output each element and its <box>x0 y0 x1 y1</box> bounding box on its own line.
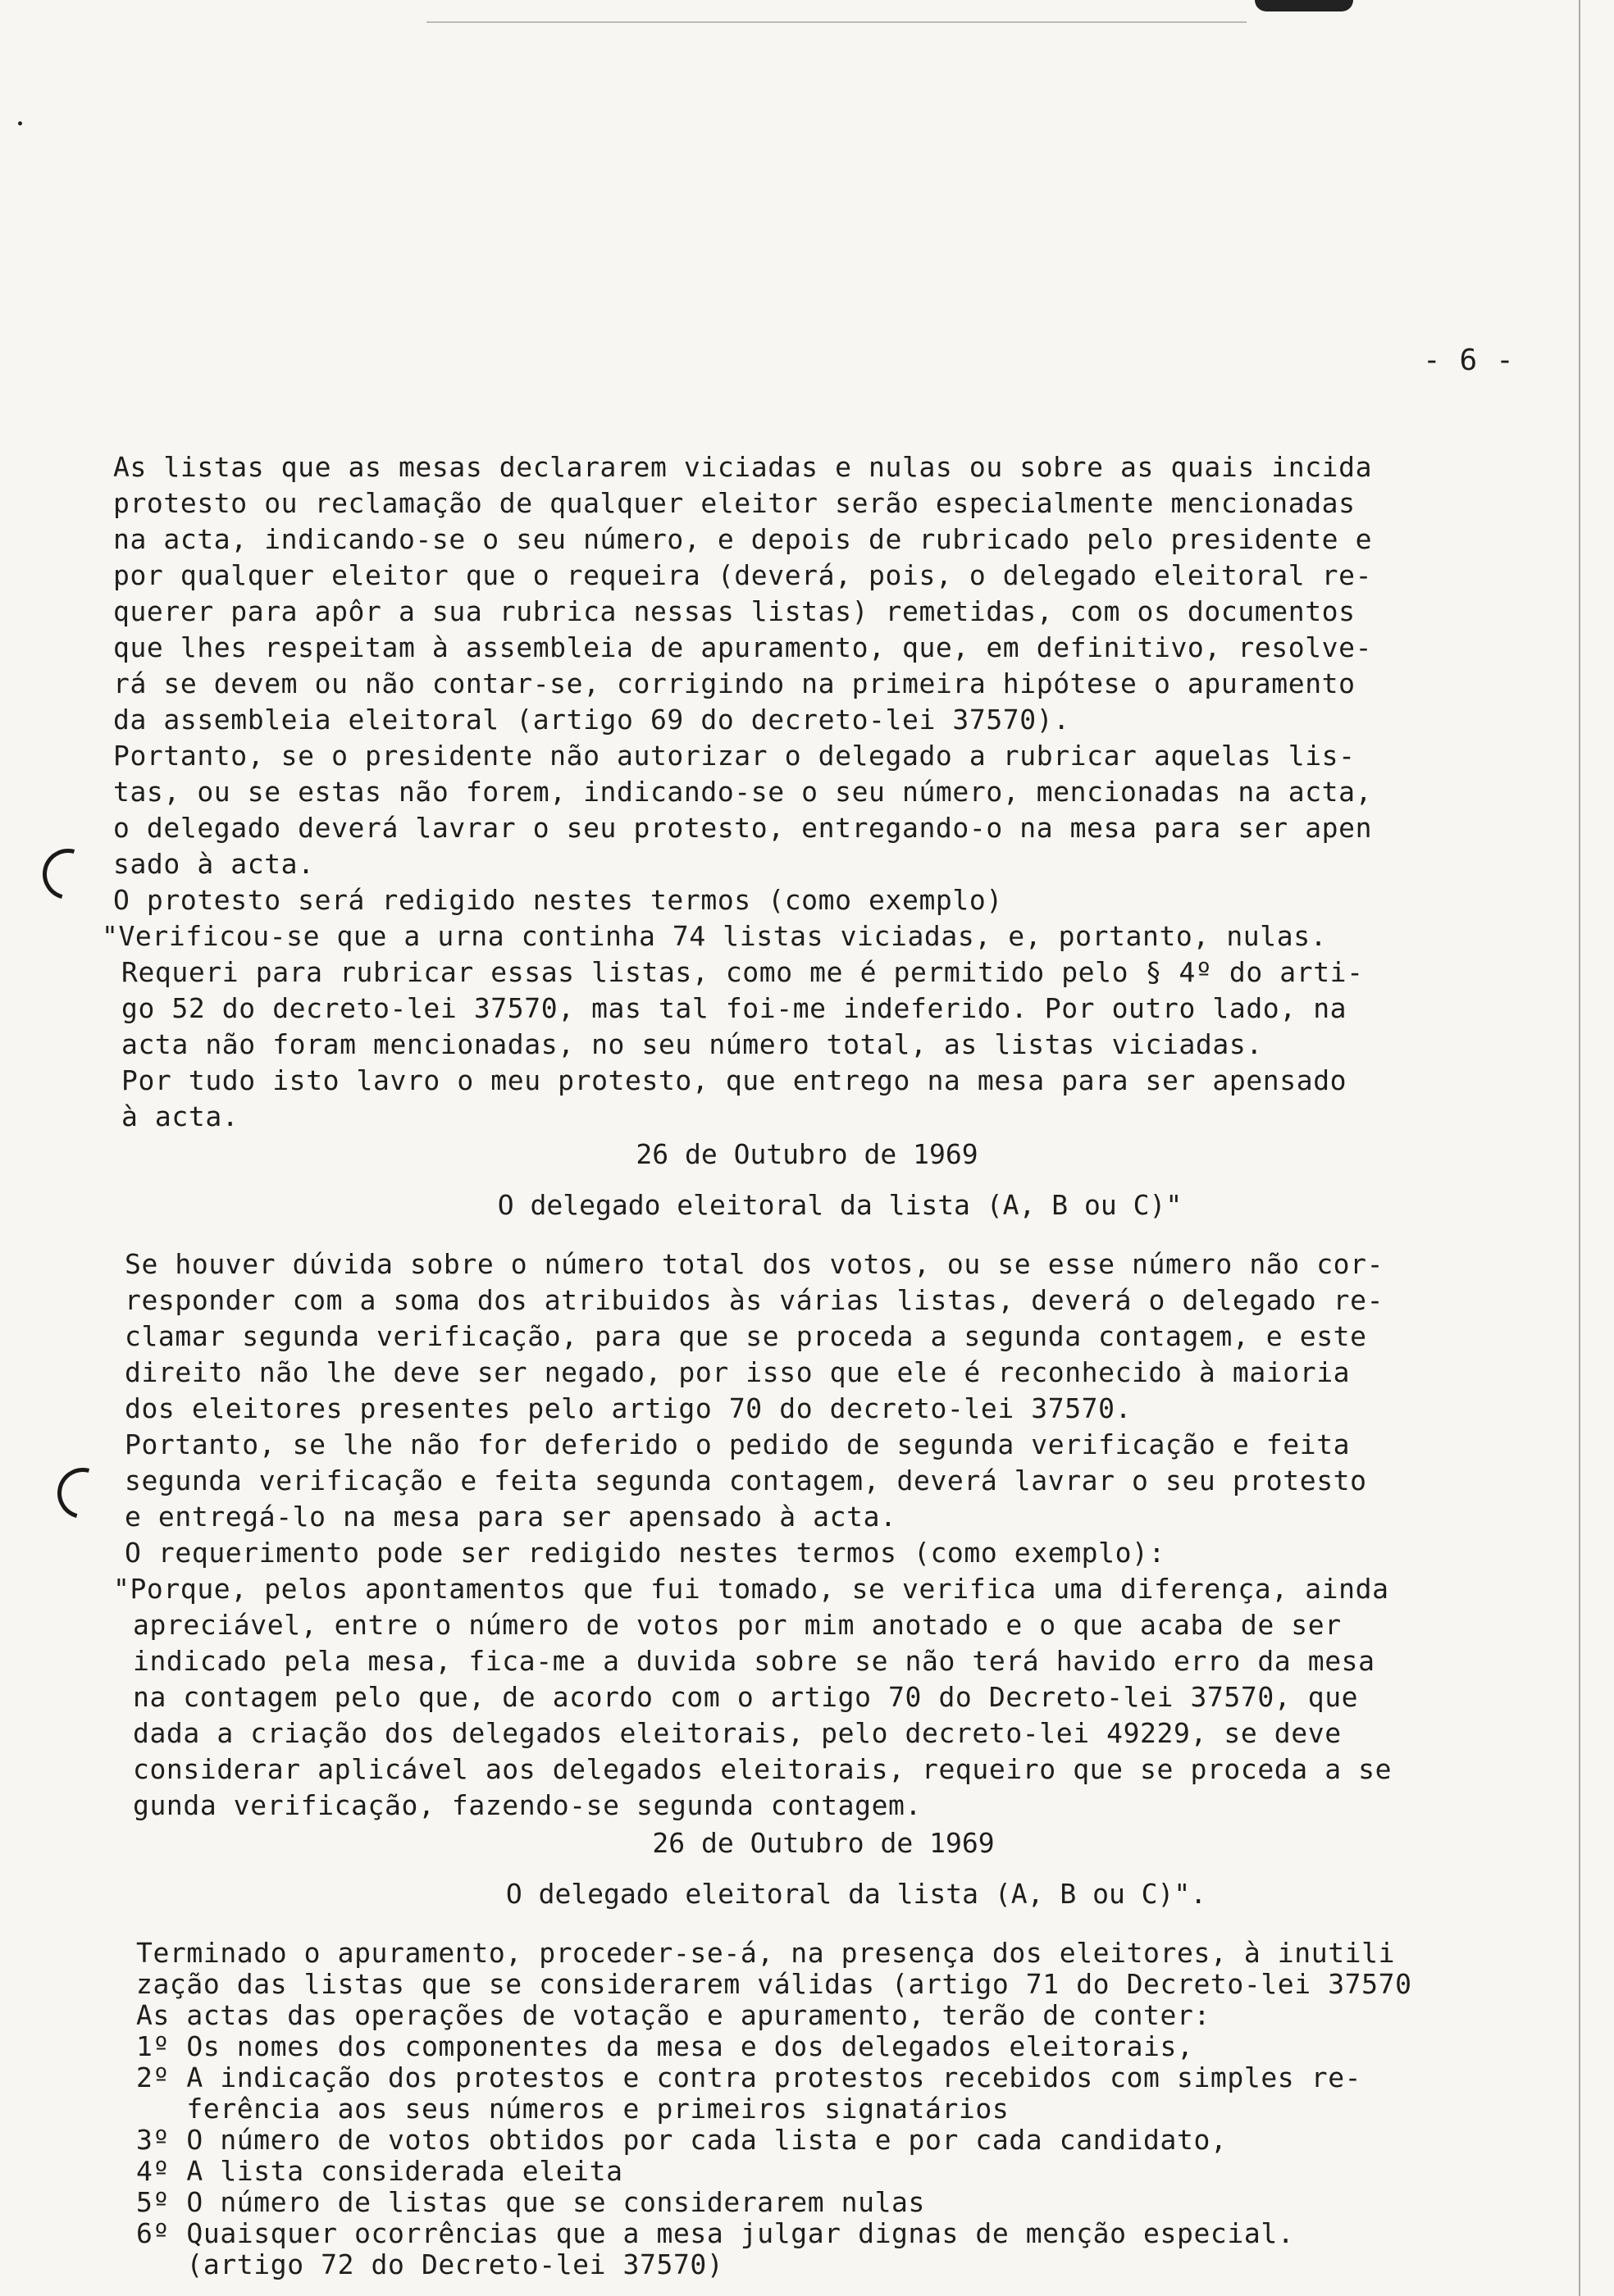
text-line: clamar segunda verificação, para que se proceda a segunda contagem, e este <box>125 1320 1367 1352</box>
text-line: rá se devem ou não contar-se, corrigindo na primeira hipótese o apuramento <box>113 667 1356 699</box>
text-line: que lhes respeitam à assembleia de apuramento, que, em definitivo, resolve- <box>113 631 1373 663</box>
text-line: Por tudo isto lavro o meu protesto, que entrego na mesa para ser apensado <box>121 1064 1347 1096</box>
text-line: direito não lhe deve ser negado, por isso que ele é reconhecido à maioria <box>125 1356 1351 1388</box>
text-line: 2º A indicação dos protestos e contra protestos recebidos com simples re- <box>136 2061 1362 2093</box>
text-line: dos eleitores presentes pelo artigo 70 do decreto-lei 37570. <box>125 1392 1133 1424</box>
text-line: responder com a soma dos atribuidos às várias listas, deverá o delegado re- <box>125 1284 1384 1316</box>
signature-line: O delegado eleitoral da lista (A, B ou C)". <box>505 1878 1207 1910</box>
scan-smudge <box>1255 0 1353 11</box>
text-line: indicado pela mesa, fica-me a duvida sobre se não terá havido erro da mesa <box>133 1645 1375 1677</box>
text-line: querer para apôr a sua rubrica nessas listas) remetidas, com os documentos <box>113 595 1356 627</box>
text-line: Se houver dúvida sobre o número total dos votos, ou se esse número não cor- <box>125 1248 1384 1280</box>
text-line: zação das listas que se considerarem válidas (artigo 71 do Decreto-lei 37570 <box>136 1968 1412 2000</box>
text-line: 5º O número de listas que se considerarem nulas <box>136 2186 925 2218</box>
text-line: por qualquer eleitor que o requeira (deverá, pois, o delegado eleitoral re- <box>113 559 1373 591</box>
text-line: considerar aplicável aos delegados eleitorais, requeiro que se proceda a se <box>133 1753 1393 1785</box>
text-line: na acta, indicando-se o seu número, e depois de rubricado pelo presidente e <box>113 523 1373 555</box>
text-line: Requeri para rubricar essas listas, como me é permitido pelo § 4º do arti- <box>121 956 1364 988</box>
text-line: Portanto, se lhe não for deferido o pedido de segunda verificação e feita <box>125 1428 1351 1460</box>
page-number: - 6 - <box>1423 344 1515 377</box>
scan-dot <box>18 121 22 125</box>
text-line: acta não foram mencionadas, no seu número total, as listas viciadas. <box>121 1028 1263 1060</box>
text-line: Portanto, se o presidente não autorizar o delegado a rubricar aquelas lis- <box>113 740 1356 772</box>
text-line: gunda verificação, fazendo-se segunda contagem. <box>133 1789 922 1821</box>
text-line: na contagem pelo que, de acordo com o artigo 70 do Decreto-lei 37570, que <box>133 1681 1359 1713</box>
text-line: (artigo 72 do Decreto-lei 37570) <box>136 2248 724 2280</box>
text-line: "Verificou-se que a urna continha 74 listas viciadas, e, portanto, nulas. <box>102 920 1328 952</box>
text-line: 6º Quaisquer ocorrências que a mesa julgar dignas de menção especial. <box>136 2217 1295 2249</box>
text-line: 1º Os nomes dos componentes da mesa e dos delegados eleitorais, <box>136 2030 1194 2062</box>
text-line: 4º A lista considerada eleita <box>136 2155 623 2187</box>
text-line: go 52 do decreto-lei 37570, mas tal foi-me indeferido. Por outro lado, na <box>121 992 1347 1024</box>
text-line: à acta. <box>121 1100 239 1132</box>
text-line: 3º O número de votos obtidos por cada lista e por cada candidato, <box>136 2124 1228 2156</box>
text-line: Terminado o apuramento, proceder-se-á, na presença dos eleitores, à inutili <box>136 1937 1396 1969</box>
text-line: "Porque, pelos apontamentos que fui tomado, se verifica uma diferença, ainda <box>113 1573 1389 1605</box>
date-line: 26 de Outubro de 1969 <box>652 1827 995 1859</box>
text-line: ferência aos seus números e primeiros signatários <box>136 2093 1010 2125</box>
punch-hole-mark <box>48 1459 118 1528</box>
scan-top-line <box>426 21 1247 23</box>
punch-hole-mark <box>34 840 103 909</box>
text-line: da assembleia eleitoral (artigo 69 do decreto-lei 37570). <box>113 704 1070 736</box>
date-line: 26 de Outubro de 1969 <box>636 1138 978 1170</box>
signature-line: O delegado eleitoral da lista (A, B ou C)" <box>497 1189 1183 1221</box>
text-line: e entregá-lo na mesa para ser apensado à acta. <box>125 1501 897 1533</box>
text-line: sado à acta. <box>113 848 315 880</box>
text-line: segunda verificação e feita segunda contagem, deverá lavrar o seu protesto <box>125 1465 1367 1496</box>
text-line: protesto ou reclamação de qualquer eleitor serão especialmente mencionadas <box>113 487 1356 519</box>
text-line: O protesto será redigido nestes termos (como exemplo) <box>113 884 1003 916</box>
text-line: O requerimento pode ser redigido nestes termos (como exemplo): <box>125 1537 1165 1569</box>
text-line: apreciável, entre o número de votos por mim anotado e o que acaba de ser <box>133 1609 1342 1641</box>
text-line: tas, ou se estas não forem, indicando-se o seu número, mencionadas na acta, <box>113 776 1373 808</box>
text-line: o delegado deverá lavrar o seu protesto, entregando-o na mesa para ser apen <box>113 812 1373 844</box>
text-line: As listas que as mesas declararem viciadas e nulas ou sobre as quais incida <box>113 451 1373 483</box>
text-line: As actas das operações de votação e apuramento, terão de conter: <box>136 1999 1210 2031</box>
text-line: dada a criação dos delegados eleitorais, pelo decreto-lei 49229, se deve <box>133 1717 1342 1749</box>
